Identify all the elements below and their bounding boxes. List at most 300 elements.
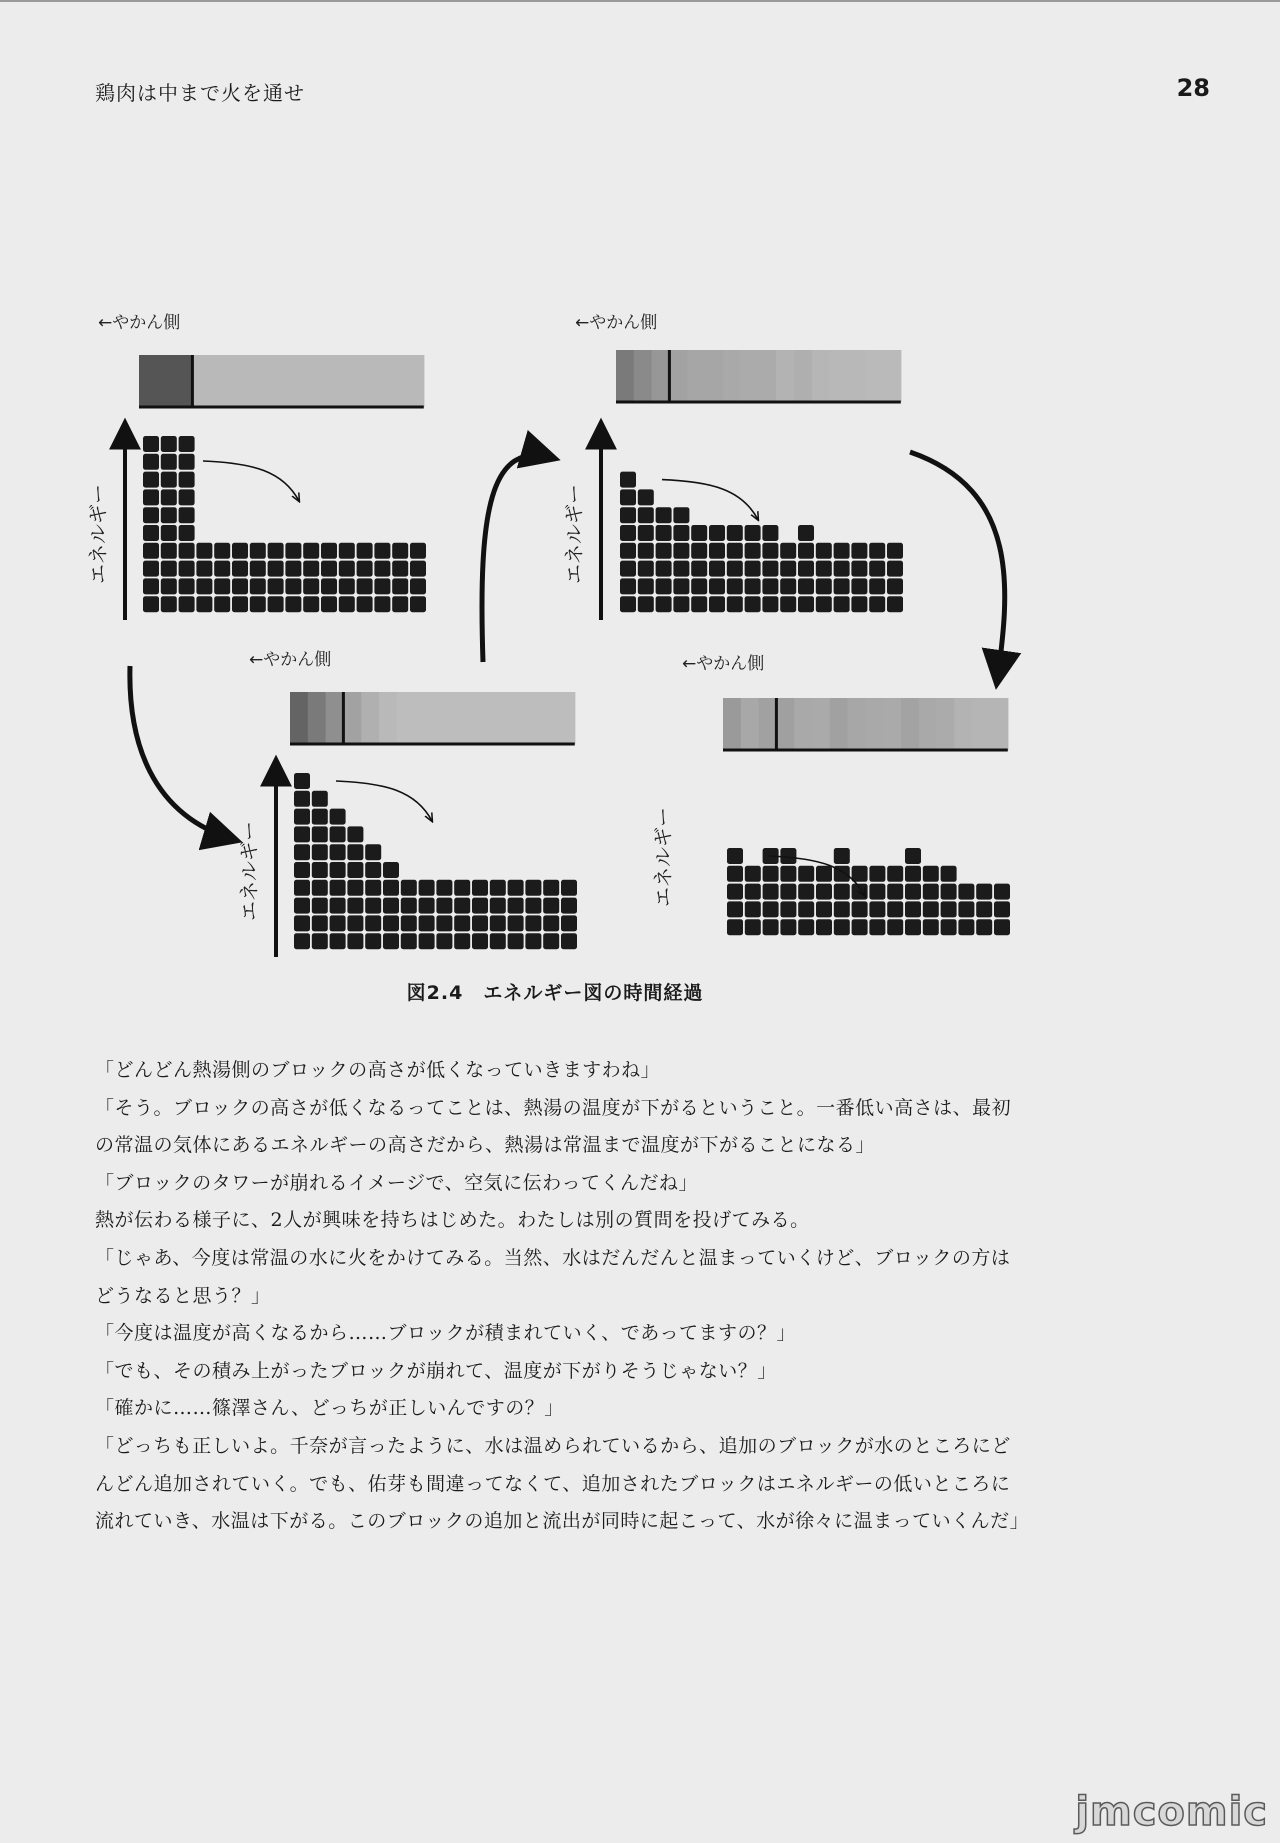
energy-block (179, 472, 195, 488)
energy-block (620, 472, 636, 488)
temperature-strip-segment (883, 350, 901, 402)
energy-block (638, 489, 654, 505)
energy-block (709, 561, 725, 577)
energy-block (561, 933, 577, 949)
energy-block (905, 848, 921, 864)
temperature-strip-segment (504, 692, 522, 744)
energy-block (525, 915, 541, 931)
energy-block (620, 561, 636, 577)
energy-block (834, 578, 850, 594)
temperature-strip-segment (847, 350, 865, 402)
energy-block (798, 561, 814, 577)
energy-block (852, 901, 868, 917)
energy-block (321, 596, 337, 612)
energy-block (294, 791, 310, 807)
energy-block (709, 578, 725, 594)
energy-block (958, 884, 974, 900)
energy-block (638, 507, 654, 523)
energy-block (330, 915, 346, 931)
energy-block (638, 543, 654, 559)
energy-block (179, 525, 195, 541)
energy-block (383, 898, 399, 914)
energy-block (347, 826, 363, 842)
energy-block (709, 543, 725, 559)
energy-block (330, 933, 346, 949)
temperature-strip-segment (687, 350, 705, 402)
energy-block (330, 809, 346, 825)
energy-block (383, 880, 399, 896)
energy-block (941, 866, 957, 882)
temperature-strip-segment (486, 692, 504, 744)
energy-block (834, 919, 850, 935)
energy-block (161, 489, 177, 505)
energy-block (472, 880, 488, 896)
energy-block (179, 489, 195, 505)
energy-block (994, 919, 1010, 935)
energy-block (798, 578, 814, 594)
energy-block (798, 866, 814, 882)
energy-block (780, 578, 796, 594)
energy-block (620, 578, 636, 594)
energy-block (365, 844, 381, 860)
paragraph: 熱が伝わる様子に、2人が興味を持ちはじめた。わたしは別の質問を投げてみる。 (95, 1209, 810, 1232)
energy-block (887, 578, 903, 594)
energy-block (410, 596, 426, 612)
energy-block (620, 525, 636, 541)
energy-block (508, 880, 524, 896)
energy-block (143, 472, 159, 488)
energy-block (780, 561, 796, 577)
energy-block (887, 866, 903, 882)
energy-block (976, 901, 992, 917)
energy-block (419, 898, 435, 914)
temperature-strip-segment (830, 698, 848, 750)
energy-block (656, 596, 672, 612)
body-text (95, 1052, 1030, 1541)
energy-block (638, 596, 654, 612)
energy-block (727, 901, 743, 917)
energy-block (798, 543, 814, 559)
temperature-strip-segment (157, 355, 175, 407)
temperature-strip-segment (281, 355, 299, 407)
kettle-side-label: ←やかん側 (249, 650, 332, 670)
energy-block (869, 866, 885, 882)
energy-block (436, 898, 452, 914)
energy-block (923, 919, 939, 935)
block-flow-arrow (203, 461, 299, 501)
flow-arrow-2-to-3 (482, 455, 553, 662)
energy-block (543, 915, 559, 931)
energy-block (941, 919, 957, 935)
energy-block (691, 578, 707, 594)
energy-block (330, 898, 346, 914)
page-number: 28 (1176, 74, 1210, 102)
energy-block (268, 561, 284, 577)
energy-block (161, 525, 177, 541)
energy-block (294, 773, 310, 789)
energy-block (294, 880, 310, 896)
energy-block (347, 933, 363, 949)
energy-block (745, 884, 761, 900)
energy-block (383, 933, 399, 949)
energy-block (268, 578, 284, 594)
energy-block (508, 933, 524, 949)
energy-block (638, 561, 654, 577)
energy-block (303, 578, 319, 594)
energy-block (339, 578, 355, 594)
energy-block (365, 915, 381, 931)
temperature-strip-segment (210, 355, 228, 407)
energy-block (268, 543, 284, 559)
energy-block (143, 543, 159, 559)
energy-block (214, 561, 230, 577)
energy-block (941, 901, 957, 917)
temperature-strip-segment (317, 355, 335, 407)
energy-block (834, 543, 850, 559)
energy-block (620, 596, 636, 612)
temperature-strip-segment (557, 692, 575, 744)
energy-block (656, 561, 672, 577)
energy-block (620, 507, 636, 523)
energy-block (196, 543, 212, 559)
temperature-strip-segment (776, 698, 794, 750)
energy-block (357, 578, 373, 594)
energy-block (419, 880, 435, 896)
energy-block (816, 578, 832, 594)
energy-block (374, 596, 390, 612)
energy-block (339, 596, 355, 612)
paragraph: 「でも、その積み上がったブロックが崩れて、温度が下がりそうじゃない？」 (95, 1359, 777, 1382)
temperature-strip-segment (812, 350, 830, 402)
energy-block (321, 543, 337, 559)
energy-block (143, 525, 159, 541)
temperature-strip-segment (848, 698, 866, 750)
energy-block (763, 901, 779, 917)
figure-caption: 図2.4 エネルギー図の時間経過 (406, 982, 704, 1004)
temperature-strip-segment (901, 698, 919, 750)
energy-block (232, 543, 248, 559)
energy-block (762, 561, 778, 577)
paragraph: 「ブロックのタワーが崩れるイメージで、空気に伝わってくんだね」 (95, 1171, 698, 1194)
temperature-strip-segment (379, 692, 397, 744)
temperature-strip-segment (937, 698, 955, 750)
energy-block (490, 898, 506, 914)
energy-block (454, 915, 470, 931)
energy-block (834, 596, 850, 612)
temperature-strip-segment (415, 692, 433, 744)
energy-block (196, 561, 212, 577)
energy-block (798, 884, 814, 900)
energy-block (745, 578, 761, 594)
energy-block (232, 578, 248, 594)
energy-block (347, 844, 363, 860)
energy-block (436, 880, 452, 896)
temperature-strip-segment (139, 355, 157, 407)
temperature-strip-segment (741, 698, 759, 750)
energy-block (869, 596, 885, 612)
energy-block (196, 596, 212, 612)
energy-block (869, 578, 885, 594)
energy-block (330, 862, 346, 878)
energy-block (763, 919, 779, 935)
energy-block (232, 596, 248, 612)
energy-block (250, 543, 266, 559)
kettle-side-label: ←やかん側 (98, 313, 181, 333)
energy-block (656, 578, 672, 594)
energy-block (232, 561, 248, 577)
energy-block (816, 884, 832, 900)
energy-block (161, 596, 177, 612)
energy-block (454, 880, 470, 896)
energy-block (816, 543, 832, 559)
temperature-strip-segment (175, 355, 193, 407)
temperature-strip-segment (397, 692, 415, 744)
energy-block (727, 848, 743, 864)
energy-block (763, 866, 779, 882)
energy-block (561, 915, 577, 931)
energy-block (923, 866, 939, 882)
energy-block (321, 578, 337, 594)
energy-block (250, 561, 266, 577)
energy-block (709, 525, 725, 541)
energy-block (887, 919, 903, 935)
energy-block (347, 880, 363, 896)
energy-block (852, 866, 868, 882)
temperature-strip-segment (388, 355, 406, 407)
energy-block (392, 543, 408, 559)
energy-block (851, 561, 867, 577)
energy-block (887, 543, 903, 559)
energy-block (330, 880, 346, 896)
temperature-strip-segment (652, 350, 670, 402)
energy-panel-4 (651, 654, 1010, 935)
temperature-strip-segment (264, 355, 282, 407)
energy-block (143, 454, 159, 470)
energy-block (620, 543, 636, 559)
energy-panel-1 (86, 313, 426, 620)
energy-block (161, 507, 177, 523)
energy-block (905, 901, 921, 917)
energy-block (994, 901, 1010, 917)
energy-block (638, 578, 654, 594)
energy-block (179, 436, 195, 452)
energy-block (727, 578, 743, 594)
energy-block (798, 525, 814, 541)
energy-block (294, 826, 310, 842)
energy-block (161, 578, 177, 594)
energy-block (852, 919, 868, 935)
energy-block (727, 561, 743, 577)
temperature-strip-segment (353, 355, 371, 407)
energy-block (161, 543, 177, 559)
temperature-strip-segment (883, 698, 901, 750)
energy-block (887, 561, 903, 577)
temperature-strip-segment (759, 698, 777, 750)
energy-axis-label: エネルギー (651, 807, 675, 907)
energy-block (543, 898, 559, 914)
temperature-strip-segment (990, 698, 1008, 750)
energy-block (374, 561, 390, 577)
energy-block (887, 596, 903, 612)
energy-block (392, 561, 408, 577)
energy-block (905, 884, 921, 900)
energy-block (330, 844, 346, 860)
energy-block (780, 901, 796, 917)
energy-block (834, 561, 850, 577)
temperature-strip-segment (919, 698, 937, 750)
temperature-strip-segment (616, 350, 634, 402)
temperature-strip-segment (741, 350, 759, 402)
temperature-strip-segment (723, 698, 741, 750)
temperature-strip-segment (669, 350, 687, 402)
energy-block (869, 901, 885, 917)
energy-block (798, 919, 814, 935)
flow-arrow-1-to-2 (130, 666, 235, 840)
energy-block (490, 915, 506, 931)
energy-block (508, 915, 524, 931)
energy-block (285, 596, 301, 612)
energy-block (401, 933, 417, 949)
page-top-rule (0, 0, 1280, 2)
energy-block (312, 826, 328, 842)
running-title: 鶏肉は中まで火を通せ (95, 81, 305, 105)
energy-block (673, 578, 689, 594)
energy-axis-label: エネルギー (86, 484, 110, 584)
energy-block (374, 543, 390, 559)
energy-block (525, 933, 541, 949)
temperature-strip-segment (361, 692, 379, 744)
temperature-strip-segment (450, 692, 468, 744)
energy-block (436, 933, 452, 949)
energy-block (673, 525, 689, 541)
energy-block (673, 543, 689, 559)
energy-block (143, 561, 159, 577)
paragraph: 「どんどん熱湯側のブロックの高さが低くなっていきますわね」 (95, 1059, 661, 1081)
energy-block (143, 489, 159, 505)
watermark-logo: jmcomic (1075, 1789, 1268, 1835)
energy-block (161, 472, 177, 488)
energy-block (673, 507, 689, 523)
energy-block (834, 848, 850, 864)
energy-block (887, 884, 903, 900)
energy-block (869, 884, 885, 900)
energy-block (490, 880, 506, 896)
temperature-strip-segment (335, 355, 353, 407)
energy-block (303, 596, 319, 612)
energy-block (745, 866, 761, 882)
energy-block (143, 507, 159, 523)
energy-block (357, 561, 373, 577)
energy-block (762, 578, 778, 594)
energy-block (490, 933, 506, 949)
energy-block (268, 596, 284, 612)
block-flow-arrow (336, 781, 432, 821)
energy-block (303, 561, 319, 577)
temperature-strip-segment (776, 350, 794, 402)
energy-block (656, 525, 672, 541)
energy-block (330, 826, 346, 842)
energy-block (179, 561, 195, 577)
energy-block (303, 543, 319, 559)
energy-block (745, 596, 761, 612)
energy-block (816, 561, 832, 577)
temperature-strip-segment (830, 350, 848, 402)
temperature-strip-segment (794, 698, 812, 750)
energy-block (958, 919, 974, 935)
energy-block (561, 898, 577, 914)
energy-block (161, 436, 177, 452)
energy-block (798, 901, 814, 917)
energy-block (673, 561, 689, 577)
energy-block (294, 915, 310, 931)
energy-block (976, 884, 992, 900)
energy-block (905, 866, 921, 882)
energy-panel-2 (237, 650, 577, 957)
energy-block (798, 596, 814, 612)
energy-block (691, 543, 707, 559)
energy-block (923, 901, 939, 917)
energy-block (143, 578, 159, 594)
energy-block (816, 901, 832, 917)
energy-block (365, 898, 381, 914)
energy-block (410, 578, 426, 594)
temperature-strip-segment (326, 692, 344, 744)
energy-block (294, 898, 310, 914)
temperature-strip-segment (343, 692, 361, 744)
temperature-strip-segment (290, 692, 308, 744)
temperature-strip-segment (954, 698, 972, 750)
energy-block (285, 578, 301, 594)
energy-block (851, 578, 867, 594)
energy-block (454, 933, 470, 949)
energy-block (525, 898, 541, 914)
energy-block (816, 919, 832, 935)
temperature-strip-segment (406, 355, 424, 407)
energy-block (780, 596, 796, 612)
energy-block (321, 561, 337, 577)
energy-block (745, 901, 761, 917)
energy-block (816, 866, 832, 882)
temperature-strip-segment (865, 350, 883, 402)
paragraph: 「じゃあ、今度は常温の水に火をかけてみる。当然、水はだんだんと温まっていくけど、ブロックの方はどうなると思う？」 (95, 1246, 1011, 1307)
energy-block (976, 919, 992, 935)
energy-block (691, 561, 707, 577)
energy-block (383, 862, 399, 878)
energy-block (727, 525, 743, 541)
energy-block (727, 596, 743, 612)
temperature-strip-segment (723, 350, 741, 402)
energy-block (347, 862, 363, 878)
energy-block (312, 862, 328, 878)
energy-block (958, 901, 974, 917)
energy-axis-label: エネルギー (562, 484, 586, 584)
energy-block (214, 578, 230, 594)
energy-block (780, 919, 796, 935)
energy-block (941, 884, 957, 900)
energy-block (834, 901, 850, 917)
energy-diagram-figure (0, 300, 1110, 970)
energy-block (179, 596, 195, 612)
energy-block (410, 543, 426, 559)
energy-block (691, 525, 707, 541)
temperature-strip-segment (865, 698, 883, 750)
energy-block (365, 862, 381, 878)
energy-block (365, 880, 381, 896)
energy-block (620, 489, 636, 505)
energy-block (285, 543, 301, 559)
energy-block (472, 933, 488, 949)
energy-block (312, 809, 328, 825)
